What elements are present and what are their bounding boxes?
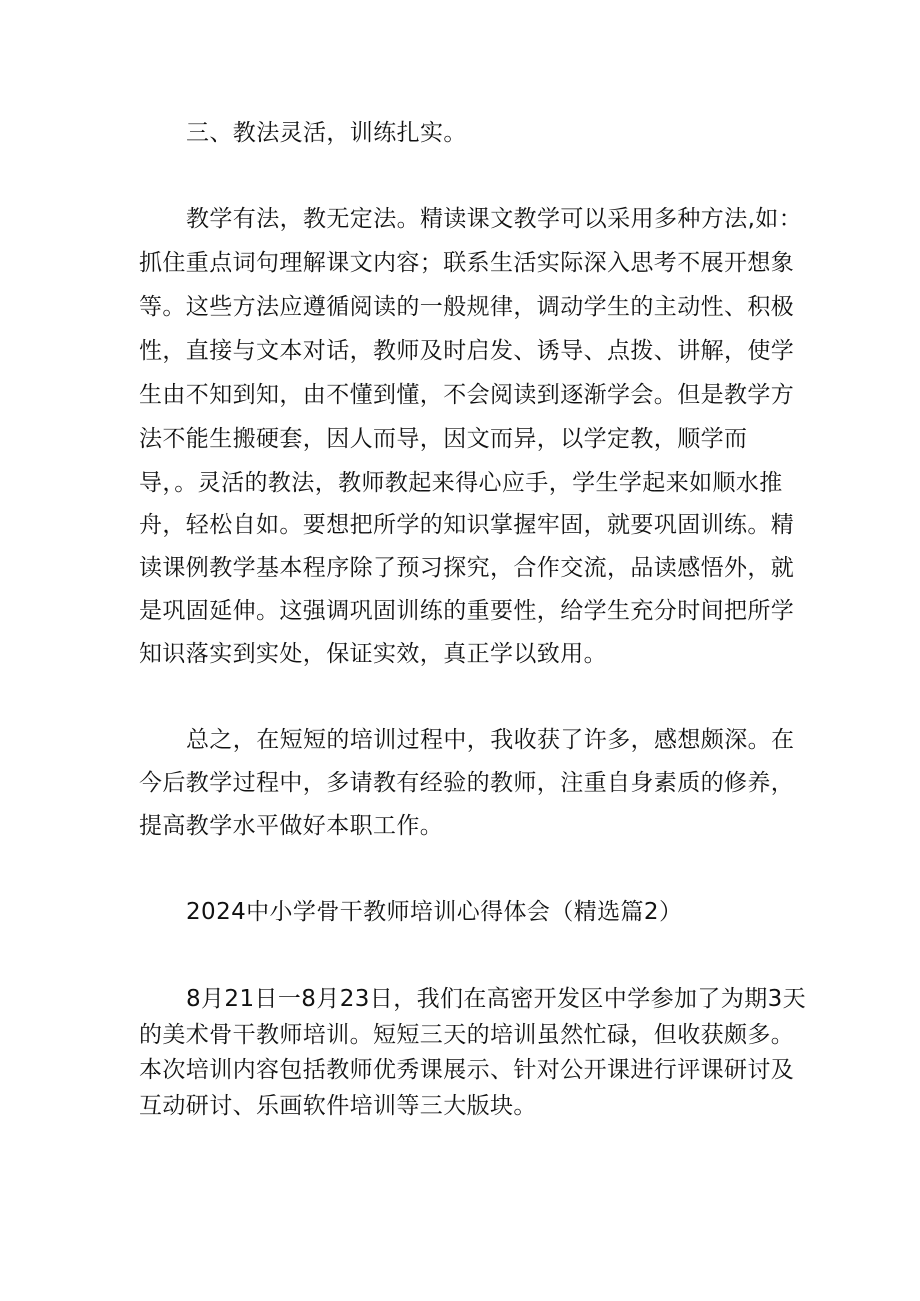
paragraph-line: 抓住重点词句理解课文内容；联系生活实际深入思考不展开想象 xyxy=(139,250,795,276)
article-title: 2024中小学骨干教师培训心得体会（精选篇2） xyxy=(186,899,683,925)
paragraph-line: 读课例教学基本程序除了预习探究，合作交流，品读感悟外，就 xyxy=(139,555,795,581)
paragraph-line: 互动研讨、乐画软件培训等三大版块。 xyxy=(139,1093,537,1119)
paragraph-line: 8月21日一8月23日，我们在高密开发区中学参加了为期3天 xyxy=(186,986,807,1012)
paragraph-line: 今后教学过程中，多请教有经验的教师，注重自身素质的修养， xyxy=(139,770,795,796)
paragraph-line: 教学有法，教无定法。精读课文教学可以采用多种方法,如： xyxy=(186,206,803,232)
paragraph-line: 舟，轻松自如。要想把所学的知识掌握牢固，就要巩固训练。精 xyxy=(139,512,795,538)
paragraph-line: 等。这些方法应遵循阅读的一般规律，调动学生的主动性、积极 xyxy=(139,294,795,320)
paragraph-line: 知识落实到实处，保证实效，真正学以致用。 xyxy=(139,641,607,667)
paragraph-line: 导，。灵活的教法，教师教起来得心应手，学生学起来如顺水推 xyxy=(139,470,783,496)
paragraph-line: 的美术骨干教师培训。短短三天的培训虽然忙碌，但收获颇多。 xyxy=(139,1022,795,1048)
paragraph-line: 性，直接与文本对话，教师及时启发、诱导、点拨、讲解，使学 xyxy=(139,338,795,364)
paragraph-line: 提高教学水平做好本职工作。 xyxy=(139,813,444,839)
paragraph-line: 本次培训内容包括教师优秀课展示、针对公开课进行评课研讨及 xyxy=(139,1057,795,1083)
paragraph-line: 总之，在短短的培训过程中，我收获了许多，感想颇深。在 xyxy=(186,727,795,753)
paragraph-line: 是巩固延伸。这强调巩固训练的重要性，给学生充分时间把所学 xyxy=(139,598,795,624)
paragraph-line: 生由不知到知，由不懂到懂，不会阅读到逐渐学会。但是教学方 xyxy=(139,382,795,408)
paragraph-line: 法不能生搬硬套，因人而导，因文而异，以学定教，顺学而 xyxy=(139,426,748,452)
section-heading: 三、教法灵活，训练扎实。 xyxy=(186,120,467,146)
